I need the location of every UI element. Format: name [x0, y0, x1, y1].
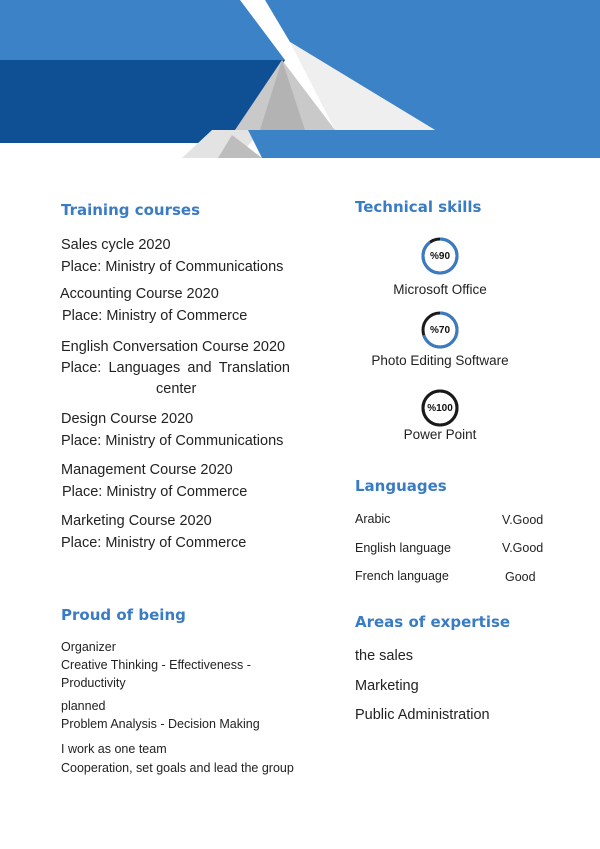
expertise-item: the sales [355, 648, 414, 664]
language-level: V.Good [502, 541, 544, 555]
language-level: V.Good [502, 513, 544, 527]
languages-title: Languages [355, 477, 447, 495]
language-name: Arabic [355, 512, 391, 526]
technical-skills-title: Technical skills [355, 198, 482, 216]
banner-top-left-block [0, 0, 285, 60]
course-place: Place: Ministry of Communications [61, 259, 284, 275]
proud-line: Problem Analysis - Decision Making [61, 717, 260, 731]
course-place: Place: Ministry of Commerce [61, 535, 247, 551]
skill-name: Power Point [403, 427, 477, 442]
course-name: Design Course 2020 [61, 411, 194, 427]
course-place: Place: Ministry of Commerce [62, 484, 248, 500]
expertise-item: Public Administration [355, 707, 490, 723]
course-name: Management Course 2020 [61, 462, 233, 478]
header-banner [0, 0, 600, 160]
course-name: Marketing Course 2020 [61, 513, 212, 529]
course-place-continued: center [156, 381, 197, 397]
training-courses-title: Training courses [61, 201, 201, 219]
course-name: English Conversation Course 2020 [61, 339, 286, 355]
course-place: Place: Ministry of Communications [61, 433, 284, 449]
course-place-word: Translation [218, 360, 290, 376]
expertise-item: Marketing [355, 678, 419, 694]
course-name: Accounting Course 2020 [60, 286, 219, 302]
course-place-word: and [187, 360, 212, 376]
language-level: Good [505, 570, 536, 584]
language-name: English language [355, 541, 451, 555]
skill-percent: %70 [429, 324, 450, 336]
course-place-word: Place: [61, 360, 102, 376]
proud-line: Productivity [61, 676, 126, 690]
proud-of-being-title: Proud of being [61, 606, 186, 624]
skill-percent: %90 [429, 250, 450, 262]
skill-percent: %100 [427, 402, 453, 414]
proud-line: I work as one team [61, 742, 167, 756]
proud-line: Creative Thinking - Effectiveness - [61, 658, 251, 672]
skill-ring [420, 310, 460, 350]
skill-ring [420, 236, 460, 276]
areas-of-expertise-title: Areas of expertise [355, 613, 511, 631]
proud-line: Cooperation, set goals and lead the group [61, 761, 294, 775]
course-place: Place: Ministry of Commerce [62, 308, 248, 324]
skill-name: Microsoft Office [393, 282, 487, 297]
skill-name: Photo Editing Software [371, 353, 509, 368]
proud-line: planned [61, 699, 106, 713]
proud-line: Organizer [61, 640, 116, 654]
course-place-word: Languages [108, 360, 181, 376]
skill-ring [420, 388, 460, 428]
course-name: Sales cycle 2020 [61, 237, 171, 253]
course-place-justified [61, 358, 290, 378]
banner-bottom-strip [248, 130, 600, 158]
language-name: French language [355, 569, 449, 583]
